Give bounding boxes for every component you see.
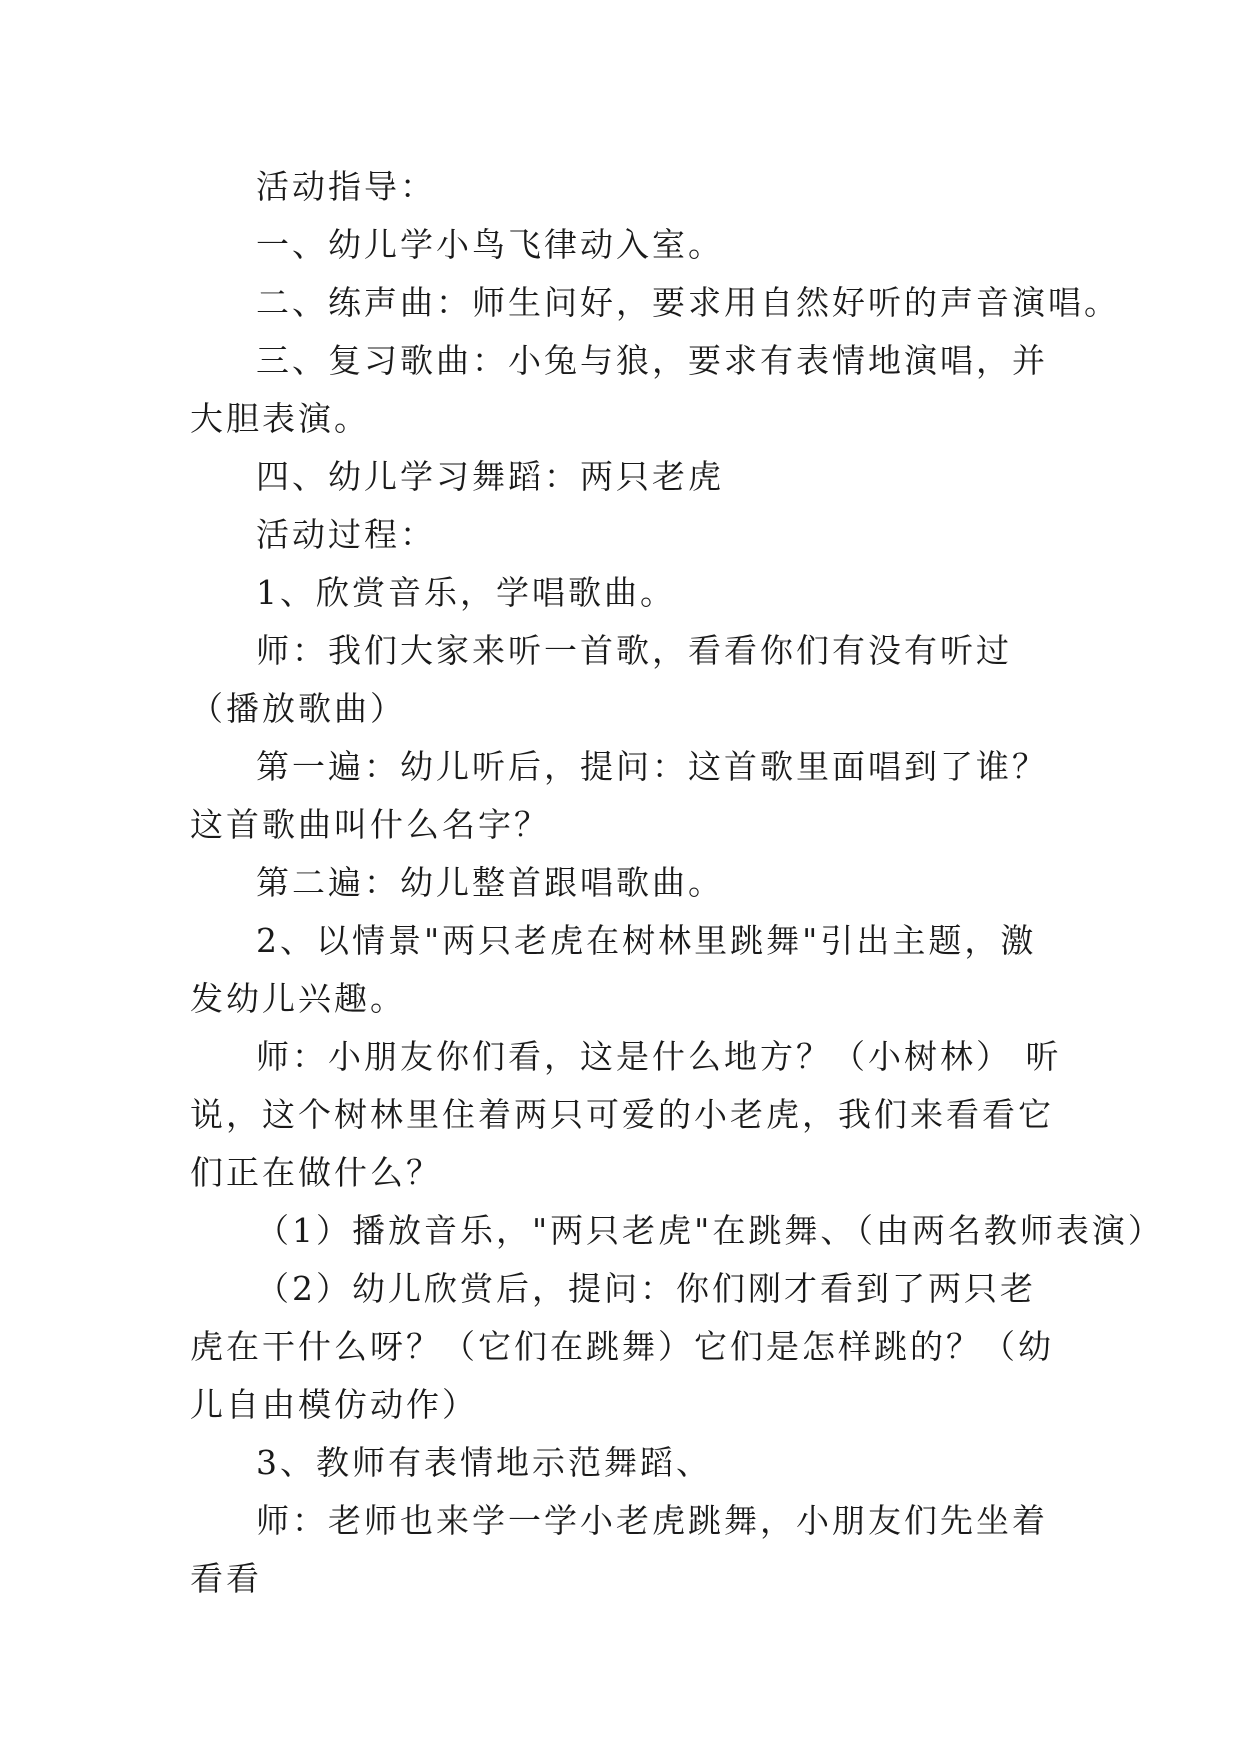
document-body bbox=[190, 158, 1164, 1608]
teacher-line-3: 师：老师也来学一学小老虎跳舞，小朋友们先坐着看看 bbox=[190, 1501, 1048, 1598]
first-listen: 第一遍：幼儿听后，提问：这首歌里面唱到了谁？这首歌曲叫什么名字？ bbox=[190, 747, 1048, 844]
process-step-3: 3、教师有表情地示范舞蹈、 bbox=[256, 1443, 712, 1482]
heading-activity-process: 活动过程： bbox=[256, 515, 436, 554]
guidance-item-2: 二、练声曲：师生问好，要求用自然好听的声音演唱。 bbox=[256, 283, 1120, 322]
process-step-1: 1、欣赏音乐，学唱歌曲。 bbox=[256, 573, 676, 612]
guidance-item-4: 四、幼儿学习舞蹈：两只老虎 bbox=[256, 457, 724, 496]
heading-activity-guidance: 活动指导： bbox=[256, 167, 436, 206]
second-listen: 第二遍：幼儿整首跟唱歌曲。 bbox=[256, 863, 724, 902]
process-step-2: 2、以情景"两只老虎在树林里跳舞"引出主题，激发幼儿兴趣。 bbox=[190, 921, 1037, 1018]
teacher-line-1: 师：我们大家来听一首歌，看看你们有没有听过（播放歌曲） bbox=[190, 631, 1012, 728]
sub-step-2: （2）幼儿欣赏后，提问：你们刚才看到了两只老虎在干什么呀？（它们在跳舞）它们是怎样跳的？（幼儿自由模仿动作） bbox=[190, 1269, 1054, 1424]
guidance-item-1: 一、幼儿学小鸟飞律动入室。 bbox=[256, 225, 724, 264]
guidance-item-3: 三、复习歌曲：小兔与狼，要求有表情地演唱，并大胆表演。 bbox=[190, 341, 1048, 438]
teacher-line-2: 师：小朋友你们看，这是什么地方？（小树林） 听说，这个树林里住着两只可爱的小老虎，我们来看看它们正在做什么？ bbox=[190, 1037, 1062, 1192]
sub-step-1: （1）播放音乐，"两只老虎"在跳舞、（由两名教师表演） bbox=[256, 1211, 1164, 1250]
